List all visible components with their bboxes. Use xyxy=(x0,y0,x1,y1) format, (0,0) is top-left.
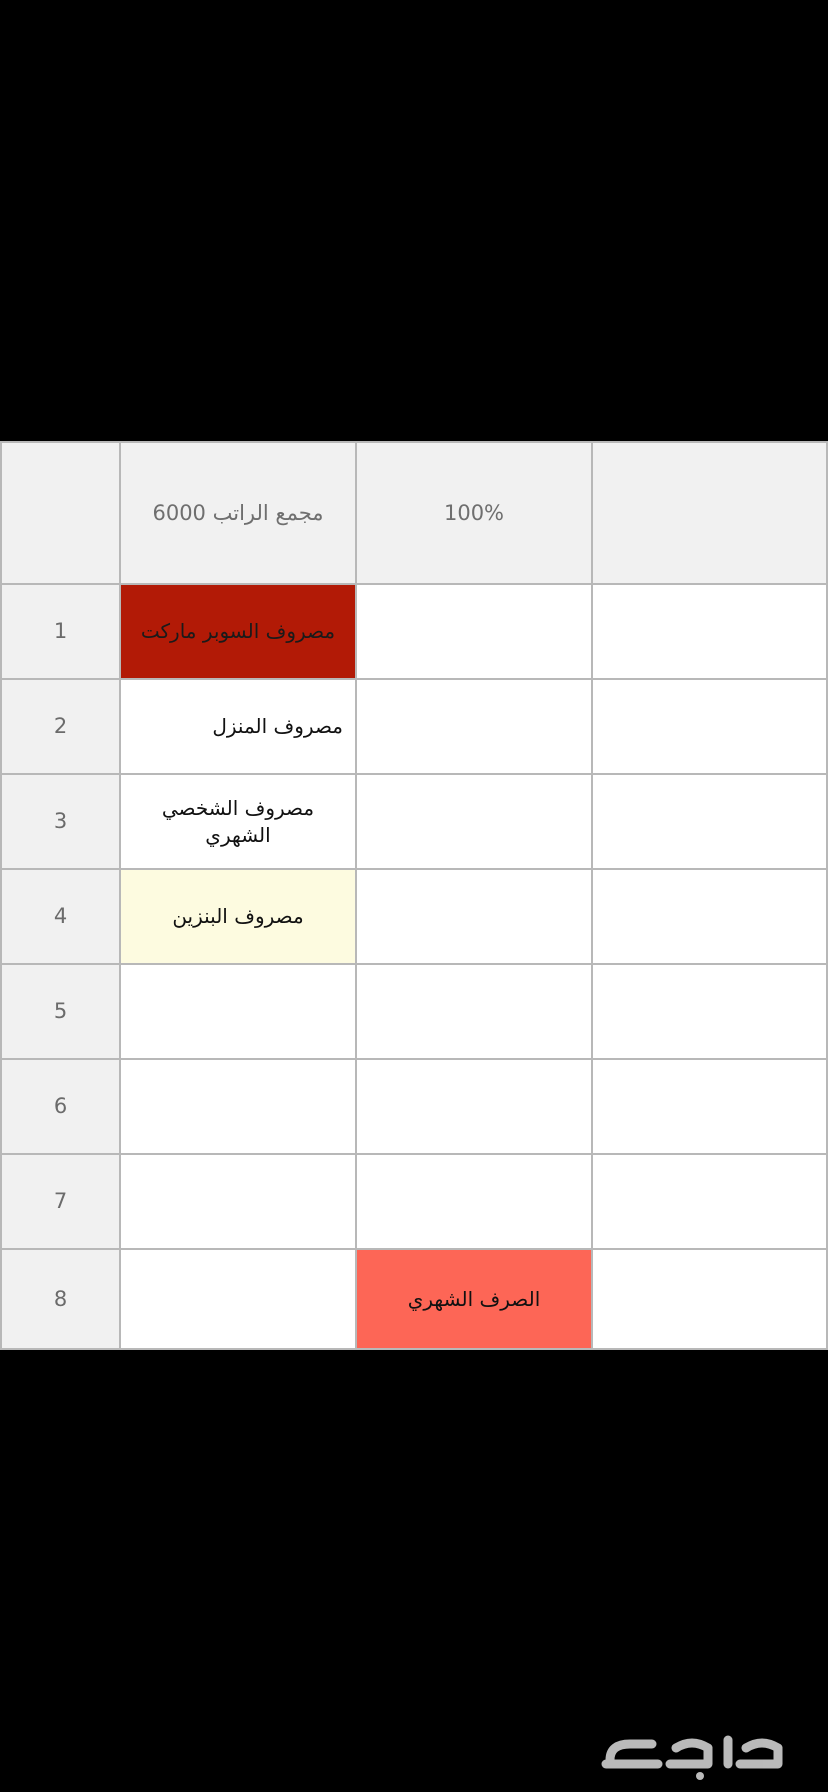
cell-1a[interactable]: مصروف السوبر ماركت xyxy=(121,585,355,678)
row-number-4[interactable]: 4 xyxy=(2,870,119,963)
column-header-b[interactable]: 100% xyxy=(357,443,591,583)
cell-8b[interactable]: الصرف الشهري xyxy=(357,1250,591,1348)
cell-7b[interactable] xyxy=(357,1155,591,1248)
column-header-a[interactable]: مجمع الراتب 6000 xyxy=(121,443,355,583)
cell-7a[interactable] xyxy=(121,1155,355,1248)
row-number-3[interactable]: 3 xyxy=(2,775,119,868)
cell-7c[interactable] xyxy=(593,1155,826,1248)
cell-8c[interactable] xyxy=(593,1250,826,1348)
cell-6c[interactable] xyxy=(593,1060,826,1153)
cell-6a[interactable] xyxy=(121,1060,355,1153)
cell-2c[interactable] xyxy=(593,680,826,773)
haraj-logo-icon xyxy=(600,1726,800,1782)
cell-5c[interactable] xyxy=(593,965,826,1058)
row-number-1[interactable]: 1 xyxy=(2,585,119,678)
cell-5b[interactable] xyxy=(357,965,591,1058)
cell-1b[interactable] xyxy=(357,585,591,678)
row-number-6[interactable]: 6 xyxy=(2,1060,119,1153)
cell-2a[interactable]: مصروف المنزل xyxy=(121,680,355,773)
cell-1c[interactable] xyxy=(593,585,826,678)
cell-5a[interactable] xyxy=(121,965,355,1058)
spreadsheet-grid xyxy=(0,441,828,1350)
corner-header[interactable] xyxy=(2,443,119,583)
cell-8a[interactable] xyxy=(121,1250,355,1348)
cell-3c[interactable] xyxy=(593,775,826,868)
row-number-2[interactable]: 2 xyxy=(2,680,119,773)
cell-6b[interactable] xyxy=(357,1060,591,1153)
cell-4a[interactable]: مصروف البنزين xyxy=(121,870,355,963)
row-number-5[interactable]: 5 xyxy=(2,965,119,1058)
cell-4b[interactable] xyxy=(357,870,591,963)
row-number-7[interactable]: 7 xyxy=(2,1155,119,1248)
row-number-8[interactable]: 8 xyxy=(2,1250,119,1348)
cell-3b[interactable] xyxy=(357,775,591,868)
cell-3a[interactable]: مصروف الشخصي الشهري xyxy=(121,775,355,868)
cell-4c[interactable] xyxy=(593,870,826,963)
column-header-c[interactable] xyxy=(593,443,826,583)
cell-2b[interactable] xyxy=(357,680,591,773)
